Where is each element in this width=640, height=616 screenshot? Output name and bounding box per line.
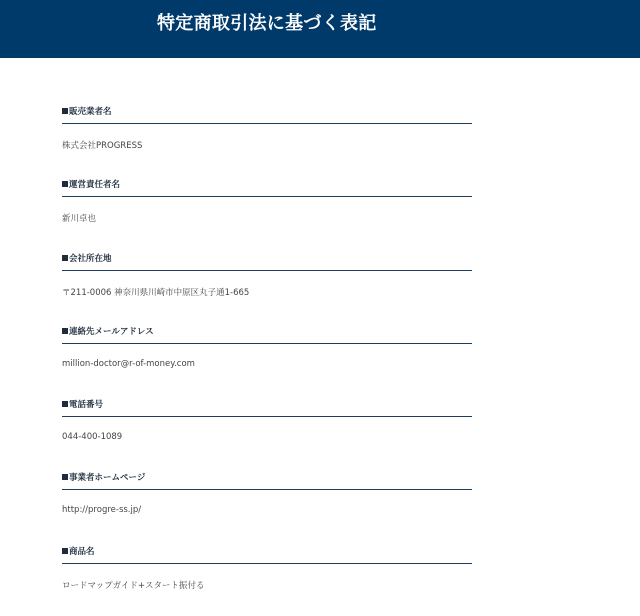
section-product-name xyxy=(62,543,472,616)
square-bullet-icon xyxy=(62,328,68,334)
section-heading-label: 連絡先メールアドレス xyxy=(69,326,154,337)
section-value: ロードマップガイド+スタート振付る xyxy=(62,580,205,591)
section-value: http://progre-ss.jp/ xyxy=(62,505,142,516)
section-seller-name xyxy=(62,103,472,176)
section-heading xyxy=(62,396,472,417)
section-value: million-doctor@r-of-money.com xyxy=(62,358,195,369)
section-manager-name xyxy=(62,176,472,249)
section-heading xyxy=(62,103,472,124)
section-heading xyxy=(62,469,472,490)
section-heading xyxy=(62,250,472,271)
section-heading-label: 事業者ホームページ xyxy=(69,473,146,484)
section-heading-label: 運営責任者名 xyxy=(69,180,121,191)
square-bullet-icon xyxy=(62,181,68,187)
section-heading xyxy=(62,323,472,344)
page-title: 特定商取引法に基づく表記 xyxy=(157,13,377,34)
square-bullet-icon xyxy=(62,255,68,261)
square-bullet-icon xyxy=(62,401,68,407)
legal-notice-list xyxy=(62,103,472,616)
square-bullet-icon xyxy=(62,108,68,114)
section-value: 新川卓也 xyxy=(62,214,97,225)
square-bullet-icon xyxy=(62,548,68,554)
section-heading-label: 電話番号 xyxy=(69,400,104,411)
section-heading-label: 会社所在地 xyxy=(69,253,112,264)
square-bullet-icon xyxy=(62,474,68,480)
section-phone-number xyxy=(62,396,472,469)
section-heading-label: 商品名 xyxy=(69,546,95,557)
section-value: 044-400-1089 xyxy=(62,432,123,443)
section-heading-label: 販売業者名 xyxy=(69,107,112,117)
section-contact-email xyxy=(62,323,472,396)
section-company-address xyxy=(62,250,472,323)
section-value: 〒211-0006 神奈川県川崎市中原区丸子通1-665 xyxy=(62,287,250,298)
section-value: 株式会社PROGRESS xyxy=(62,141,143,151)
page-header xyxy=(0,0,640,58)
section-homepage xyxy=(62,469,472,542)
section-heading xyxy=(62,176,472,197)
section-heading xyxy=(62,543,472,564)
